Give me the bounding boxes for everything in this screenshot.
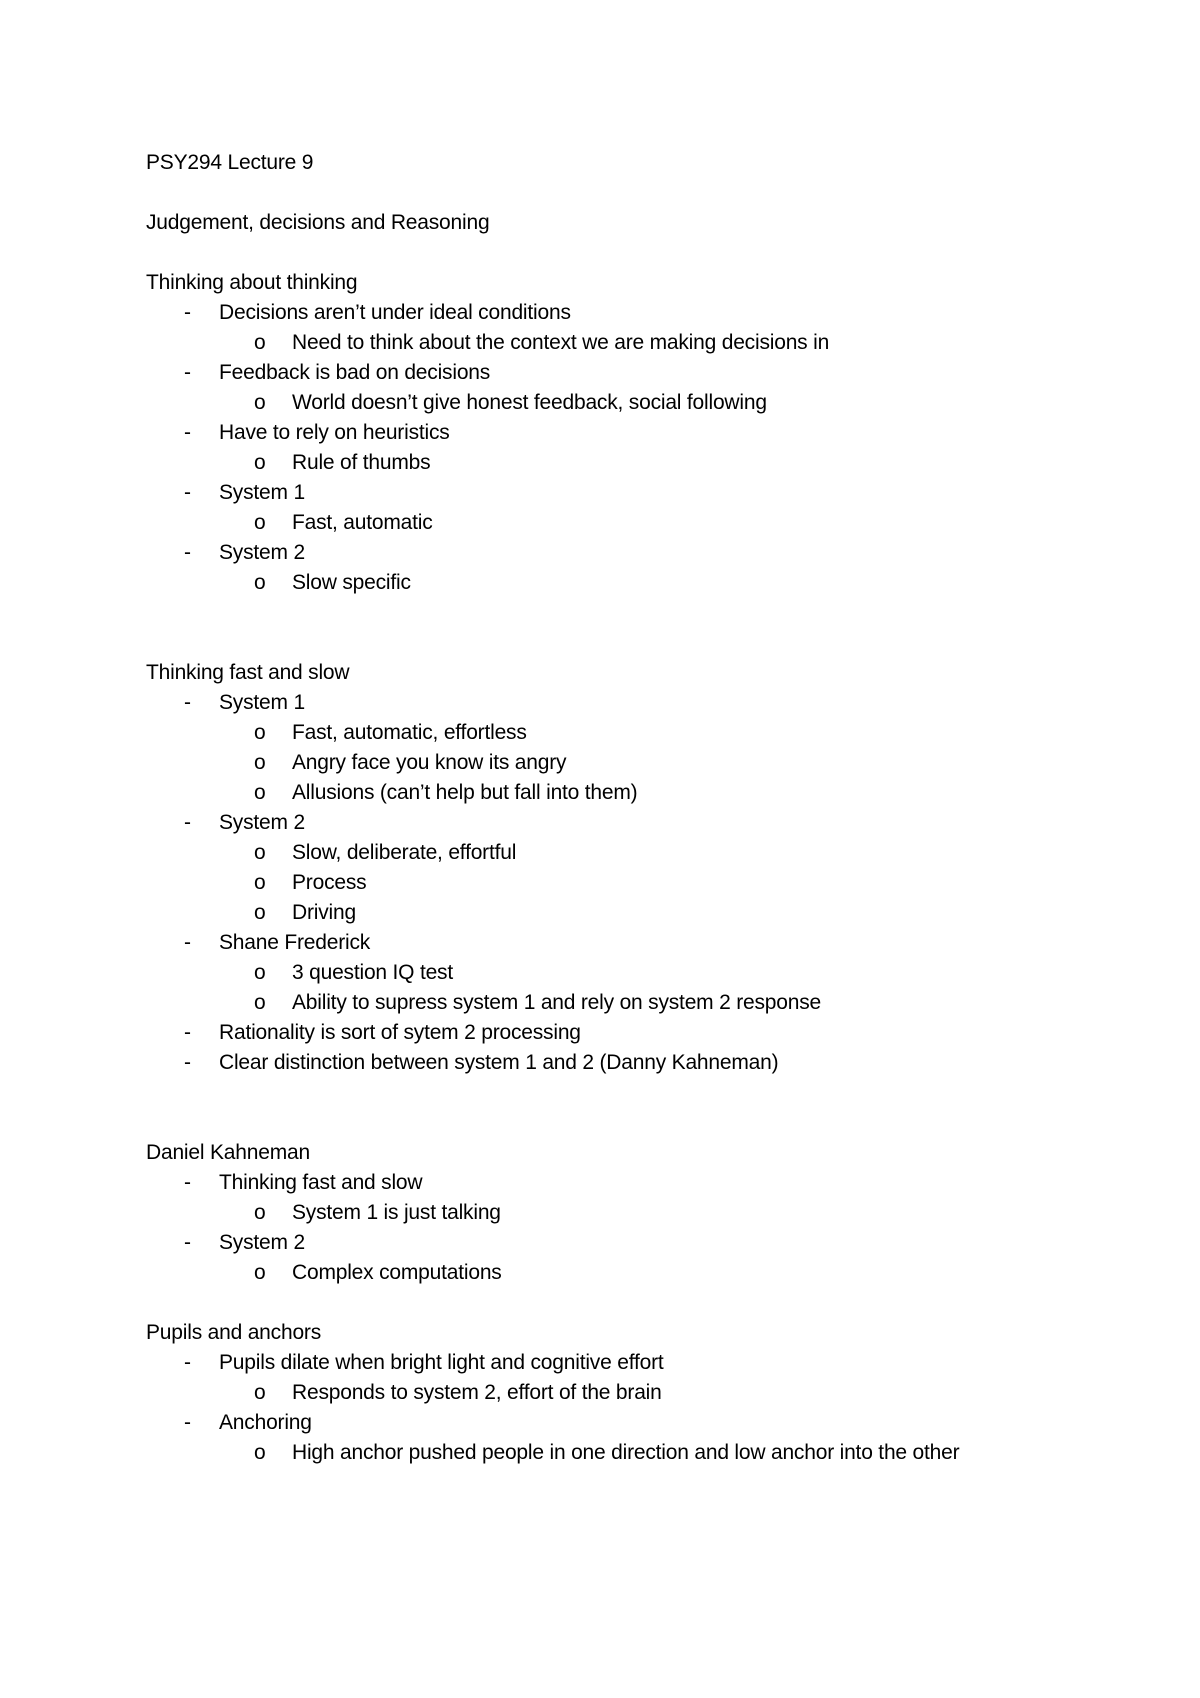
circle-marker: o <box>254 781 266 804</box>
dash-marker: - <box>184 301 191 324</box>
list-item <box>146 298 1046 328</box>
dash-marker: - <box>184 1171 191 1194</box>
sub-list-item-text: World doesn’t give honest feedback, social following <box>292 391 767 414</box>
spacer <box>146 238 1046 268</box>
spacer <box>146 178 1046 208</box>
sub-list-item-text: 3 question IQ test <box>292 961 453 984</box>
section-daniel-kahneman <box>146 1138 1046 1288</box>
dash-marker: - <box>184 481 191 504</box>
document-title: PSY294 Lecture 9 <box>146 151 314 174</box>
circle-marker: o <box>254 721 266 744</box>
list-item <box>146 1348 1046 1378</box>
sub-list-item <box>146 1198 1046 1228</box>
spacer <box>146 598 1046 658</box>
dash-marker: - <box>184 1351 191 1374</box>
sub-list-item-text: Ability to supress system 1 and rely on system 2 response <box>292 991 822 1014</box>
dash-marker: - <box>184 811 191 834</box>
circle-marker: o <box>254 391 266 414</box>
circle-marker: o <box>254 571 266 594</box>
list-item <box>146 928 1046 958</box>
sub-list-item-text: Allusions (can’t help but fall into them) <box>292 781 638 804</box>
section-heading: Thinking about thinking <box>146 271 358 294</box>
document-subtitle: Judgement, decisions and Reasoning <box>146 211 490 234</box>
sub-list-item <box>146 448 1046 478</box>
list-item-text: Rationality is sort of sytem 2 processing <box>219 1021 581 1044</box>
list-item-text: Anchoring <box>219 1411 312 1434</box>
circle-marker: o <box>254 961 266 984</box>
sub-list-item <box>146 868 1046 898</box>
sub-list-item-text: Need to think about the context we are making decisions in <box>292 331 830 354</box>
list-item-text: Feedback is bad on decisions <box>219 361 491 384</box>
dash-marker: - <box>184 1411 191 1434</box>
document-body <box>146 148 1046 1468</box>
sub-list-item <box>146 568 1046 598</box>
sub-list-item <box>146 778 1046 808</box>
sub-list-item <box>146 1258 1046 1288</box>
dash-marker: - <box>184 361 191 384</box>
list-item-text: System 1 <box>219 481 305 504</box>
sub-list-item <box>146 988 1046 1018</box>
sub-list-item-text: System 1 is just talking <box>292 1201 501 1224</box>
sub-list-item-text: Complex computations <box>292 1261 502 1284</box>
section-thinking-about-thinking <box>146 268 1046 598</box>
circle-marker: o <box>254 1261 266 1284</box>
sub-list-item-text: Fast, automatic, effortless <box>292 721 527 744</box>
sub-list-item-text: Rule of thumbs <box>292 451 431 474</box>
circle-marker: o <box>254 331 266 354</box>
section-pupils-and-anchors <box>146 1318 1046 1468</box>
sub-list-item-text: Process <box>292 871 367 894</box>
list-item <box>146 1168 1046 1198</box>
list-item <box>146 1048 1046 1078</box>
sub-list-item <box>146 508 1046 538</box>
sub-list-item <box>146 898 1046 928</box>
circle-marker: o <box>254 1201 266 1224</box>
section-thinking-fast-and-slow <box>146 658 1046 1078</box>
list-item-text: Thinking fast and slow <box>219 1171 423 1194</box>
list-item <box>146 1408 1046 1438</box>
circle-marker: o <box>254 1441 266 1464</box>
sub-list-item <box>146 388 1046 418</box>
spacer <box>146 1288 1046 1318</box>
dash-marker: - <box>184 691 191 714</box>
list-item-text: System 2 <box>219 811 305 834</box>
dash-marker: - <box>184 421 191 444</box>
section-heading: Daniel Kahneman <box>146 1141 310 1164</box>
list-item-text: System 1 <box>219 691 305 714</box>
sub-list-item-text: Slow specific <box>292 571 411 594</box>
circle-marker: o <box>254 451 266 474</box>
list-item <box>146 688 1046 718</box>
sub-list-item <box>146 958 1046 988</box>
list-item <box>146 478 1046 508</box>
list-item-text: Clear distinction between system 1 and 2 (Danny Kahneman) <box>219 1051 779 1074</box>
list-item <box>146 538 1046 568</box>
list-item-text: Shane Frederick <box>219 931 371 954</box>
list-item-text: System 2 <box>219 1231 305 1254</box>
list-item <box>146 1018 1046 1048</box>
dash-marker: - <box>184 1231 191 1254</box>
sub-list-item-text: Fast, automatic <box>292 511 433 534</box>
list-item <box>146 418 1046 448</box>
list-item <box>146 1228 1046 1258</box>
sub-list-item <box>146 1378 1046 1408</box>
circle-marker: o <box>254 871 266 894</box>
circle-marker: o <box>254 901 266 924</box>
sub-list-item <box>146 748 1046 778</box>
sub-list-item-text: Angry face you know its angry <box>292 751 567 774</box>
section-heading: Pupils and anchors <box>146 1321 322 1344</box>
dash-marker: - <box>184 1051 191 1074</box>
list-item <box>146 808 1046 838</box>
sub-list-item-text: Driving <box>292 901 356 924</box>
sub-list-item <box>146 1438 1046 1468</box>
sub-list-item-text: Responds to system 2, effort of the brain <box>292 1381 662 1404</box>
list-item-text: Pupils dilate when bright light and cognitive effort <box>219 1351 664 1374</box>
sub-list-item-text: High anchor pushed people in one direction and low anchor into the other <box>292 1441 960 1464</box>
circle-marker: o <box>254 1381 266 1404</box>
section-heading: Thinking fast and slow <box>146 661 350 684</box>
sub-list-item <box>146 328 1046 358</box>
list-item <box>146 358 1046 388</box>
sub-list-item <box>146 718 1046 748</box>
sub-list-item-text: Slow, deliberate, effortful <box>292 841 517 864</box>
circle-marker: o <box>254 991 266 1014</box>
circle-marker: o <box>254 511 266 534</box>
list-item-text: Decisions aren’t under ideal conditions <box>219 301 571 324</box>
spacer <box>146 1078 1046 1138</box>
circle-marker: o <box>254 841 266 864</box>
dash-marker: - <box>184 931 191 954</box>
dash-marker: - <box>184 1021 191 1044</box>
list-item-text: System 2 <box>219 541 305 564</box>
dash-marker: - <box>184 541 191 564</box>
sub-list-item <box>146 838 1046 868</box>
circle-marker: o <box>254 751 266 774</box>
list-item-text: Have to rely on heuristics <box>219 421 450 444</box>
